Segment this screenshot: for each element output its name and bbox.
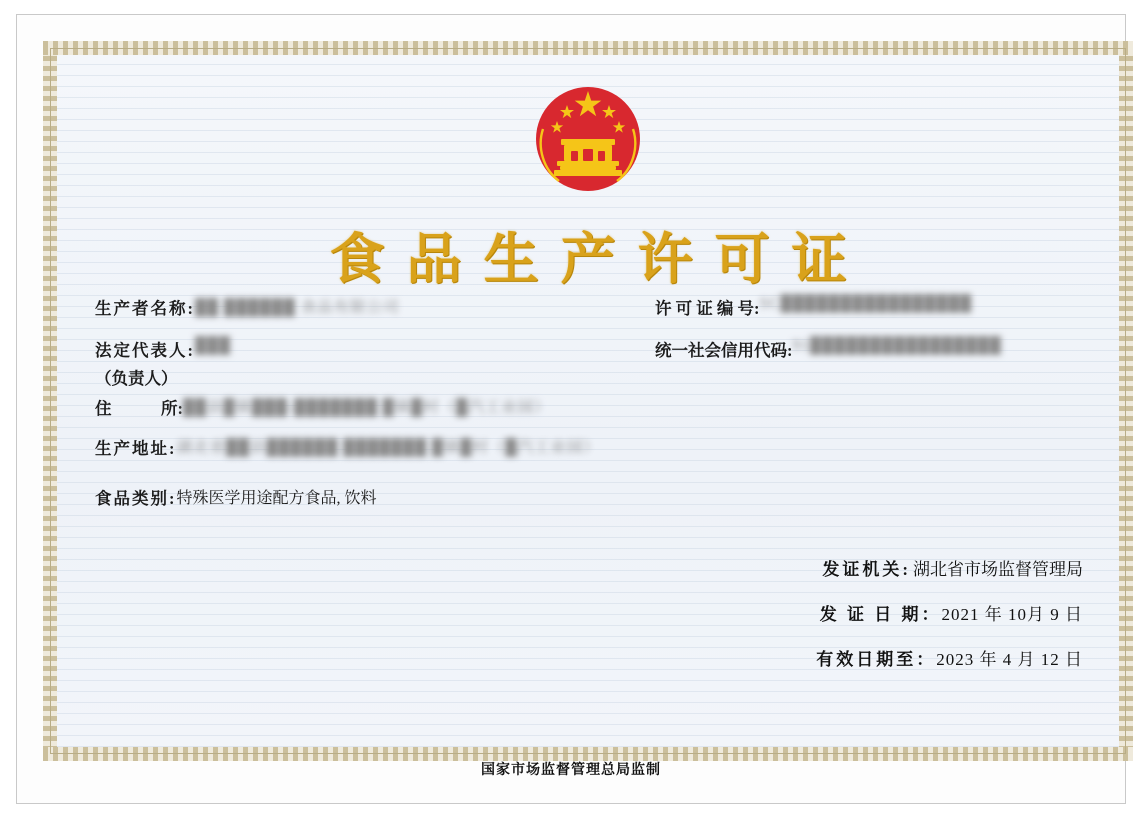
license-number-field [655, 295, 1081, 319]
production-address-field [95, 435, 1081, 459]
food-category-field [95, 485, 1081, 509]
legal-rep-label: 法定代表人: [95, 341, 195, 360]
issue-date-value: 2021 年 10月 9 日 [941, 605, 1083, 624]
production-address-label: 生产地址: [95, 439, 177, 458]
credit-code-label: 统一社会信用代码: [655, 341, 793, 360]
address-field [95, 395, 1081, 419]
legal-rep-value: ███ [195, 337, 231, 354]
producer-name-field [95, 295, 655, 319]
address-value: ██县█镇███-███████ █镇█村（█汽工业园） [183, 399, 551, 416]
license-number-value: SC████████████████ [759, 295, 973, 312]
field-row-legal-rep [95, 337, 1081, 389]
issuing-block [613, 555, 1083, 690]
valid-until-label: 有效日期至： [816, 650, 937, 669]
field-row-address [95, 395, 1081, 419]
legal-rep-sublabel: （负责人） [95, 369, 178, 388]
food-category-value: 特殊医学用途配方食品, 饮料 [176, 490, 377, 507]
document-frame [16, 14, 1126, 804]
certificate-title: 食品生产许可证 [329, 226, 869, 291]
authority-value: 湖北省市场监督管理局 [913, 560, 1083, 579]
field-row-food-category [95, 485, 1081, 509]
credit-code-value: 91████████████████ [792, 337, 1002, 354]
producer-name-value: ██ ██████ 食品有限公司 [195, 299, 400, 316]
field-row-production-address [95, 435, 1081, 459]
production-address-value: 湖北省██县██████ ███████ █镇█村（█汽工业园） [176, 439, 600, 456]
license-number-label: 许 可 证 编 号: [655, 299, 760, 318]
fields-block [95, 295, 1081, 515]
national-emblem-icon [523, 77, 653, 207]
credit-code-field [655, 337, 1081, 361]
field-row-producer [95, 295, 1081, 319]
valid-until-value: 2023 年 4 月 12 日 [936, 650, 1083, 669]
emblem-container [57, 77, 1119, 212]
valid-until-row [613, 645, 1083, 670]
footer-note: 国家市场监督管理总局监制 [481, 763, 661, 778]
authority-row [613, 555, 1083, 580]
address-label: 住 所: [95, 399, 183, 418]
certificate-body [57, 55, 1119, 747]
issue-date-row [613, 600, 1083, 625]
food-category-label: 食品类别: [95, 489, 177, 508]
authority-label: 发证机关: [822, 560, 911, 579]
legal-rep-field [95, 337, 655, 389]
issue-date-label: 发 证 日 期： [819, 605, 942, 624]
producer-name-label: 生产者名称: [95, 299, 195, 318]
